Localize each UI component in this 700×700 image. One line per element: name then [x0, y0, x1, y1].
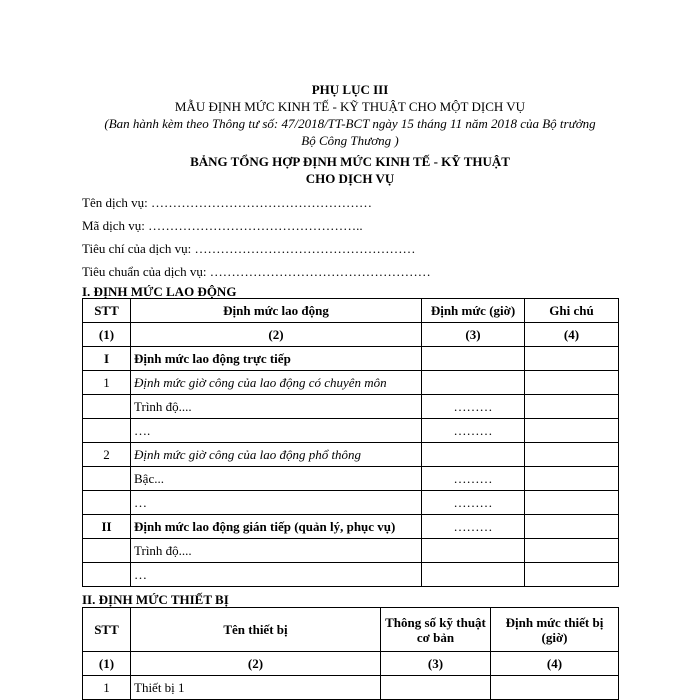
- row-note: [525, 443, 619, 467]
- row-name: Thiết bị 1: [131, 676, 381, 700]
- row-stt: I: [83, 347, 131, 371]
- row-value: ………: [422, 515, 525, 539]
- row-value: [422, 443, 525, 467]
- table-row: [83, 676, 619, 700]
- table-row: [83, 419, 619, 443]
- row-stt: 1: [83, 676, 131, 700]
- row-note: [525, 347, 619, 371]
- table-row: [83, 491, 619, 515]
- row-value: [491, 676, 619, 700]
- issued-note-line1: (Ban hành kèm theo Thông tư số: 47/2018/TT-BCT ngày 15 tháng 11 năm 2018 của Bộ trưởng: [104, 116, 596, 131]
- header-equipment-norm: Định mức thiết bị (giờ): [491, 608, 619, 652]
- summary-title-line1: BẢNG TỔNG HỢP ĐỊNH MỨC KINH TẾ - KỸ THUẬT: [190, 154, 510, 169]
- row-name: Định mức giờ công của lao động phổ thông: [131, 443, 422, 467]
- row-name: Trình độ....: [131, 395, 422, 419]
- row-note: [525, 491, 619, 515]
- row-stt: [83, 491, 131, 515]
- row-name: …: [131, 491, 422, 515]
- appendix-title: PHỤ LỤC III: [311, 82, 389, 97]
- row-value: [422, 347, 525, 371]
- table-row: [83, 395, 619, 419]
- table-header-row: [83, 299, 619, 323]
- row-value: ………: [422, 491, 525, 515]
- row-stt: II: [83, 515, 131, 539]
- table-row: [83, 347, 619, 371]
- row-stt: [83, 467, 131, 491]
- row-name: Định mức lao động gián tiếp (quản lý, phục vụ): [131, 515, 422, 539]
- row-note: [525, 563, 619, 587]
- row-note: [525, 467, 619, 491]
- row-note: [525, 371, 619, 395]
- row-value: [422, 563, 525, 587]
- equipment-norm-table: [82, 607, 619, 700]
- table-row: [83, 467, 619, 491]
- header-norm-hours: Định mức (giờ): [422, 299, 525, 323]
- row-name: Định mức lao động trực tiếp: [131, 347, 422, 371]
- row-name: Trình độ....: [131, 539, 422, 563]
- row-name: …: [131, 563, 422, 587]
- field-service-criteria: Tiêu chí của dịch vụ: ……………………………………………: [82, 241, 416, 256]
- field-service-name: Tên dịch vụ: ……………………………………………: [82, 195, 372, 210]
- row-note: [525, 419, 619, 443]
- header-equipment-name: Tên thiết bị: [131, 608, 381, 652]
- number-4: (4): [525, 323, 619, 347]
- table-number-row: [83, 652, 619, 676]
- row-note: [525, 395, 619, 419]
- row-note: [525, 539, 619, 563]
- row-name: ….: [131, 419, 422, 443]
- number-2: (2): [131, 323, 422, 347]
- row-value: [422, 371, 525, 395]
- table-row: [83, 443, 619, 467]
- row-stt: [83, 539, 131, 563]
- template-title: MẪU ĐỊNH MỨC KINH TẾ - KỸ THUẬT CHO MỘT DỊCH VỤ: [174, 99, 526, 114]
- row-value: ………: [422, 467, 525, 491]
- number-3: (3): [422, 323, 525, 347]
- summary-title-line2: CHO DỊCH VỤ: [305, 171, 395, 186]
- field-service-code: Mã dịch vụ: …………………………………………..: [82, 218, 363, 233]
- row-spec: [381, 676, 491, 700]
- row-stt: 2: [83, 443, 131, 467]
- number-1: (1): [83, 652, 131, 676]
- row-name: Bậc...: [131, 467, 422, 491]
- table-header-row: [83, 608, 619, 652]
- table-row: [83, 563, 619, 587]
- number-2: (2): [131, 652, 381, 676]
- row-stt: [83, 395, 131, 419]
- section1-title: I. ĐỊNH MỨC LAO ĐỘNG: [82, 284, 237, 299]
- table-row: [83, 515, 619, 539]
- header-stt: STT: [83, 608, 131, 652]
- header-note: Ghi chú: [525, 299, 619, 323]
- header-labor-norm: Định mức lao động: [131, 299, 422, 323]
- header-tech-spec: Thông số kỹ thuật cơ bản: [381, 608, 491, 652]
- row-value: ………: [422, 395, 525, 419]
- header-stt: STT: [83, 299, 131, 323]
- number-1: (1): [83, 323, 131, 347]
- number-4: (4): [491, 652, 619, 676]
- table-row: [83, 539, 619, 563]
- row-value: ………: [422, 419, 525, 443]
- section2-title: II. ĐỊNH MỨC THIẾT BỊ: [82, 592, 229, 607]
- table-row: [83, 371, 619, 395]
- field-service-standard: Tiêu chuẩn của dịch vụ: ……………………………………………: [82, 264, 431, 279]
- row-stt: [83, 563, 131, 587]
- row-note: [525, 515, 619, 539]
- row-name: Định mức giờ công của lao động có chuyên môn: [131, 371, 422, 395]
- labor-norm-table: [82, 298, 619, 587]
- table-number-row: [83, 323, 619, 347]
- row-stt: 1: [83, 371, 131, 395]
- issued-note-line2: Bộ Công Thương ): [301, 133, 399, 148]
- row-value: [422, 539, 525, 563]
- number-3: (3): [381, 652, 491, 676]
- row-stt: [83, 419, 131, 443]
